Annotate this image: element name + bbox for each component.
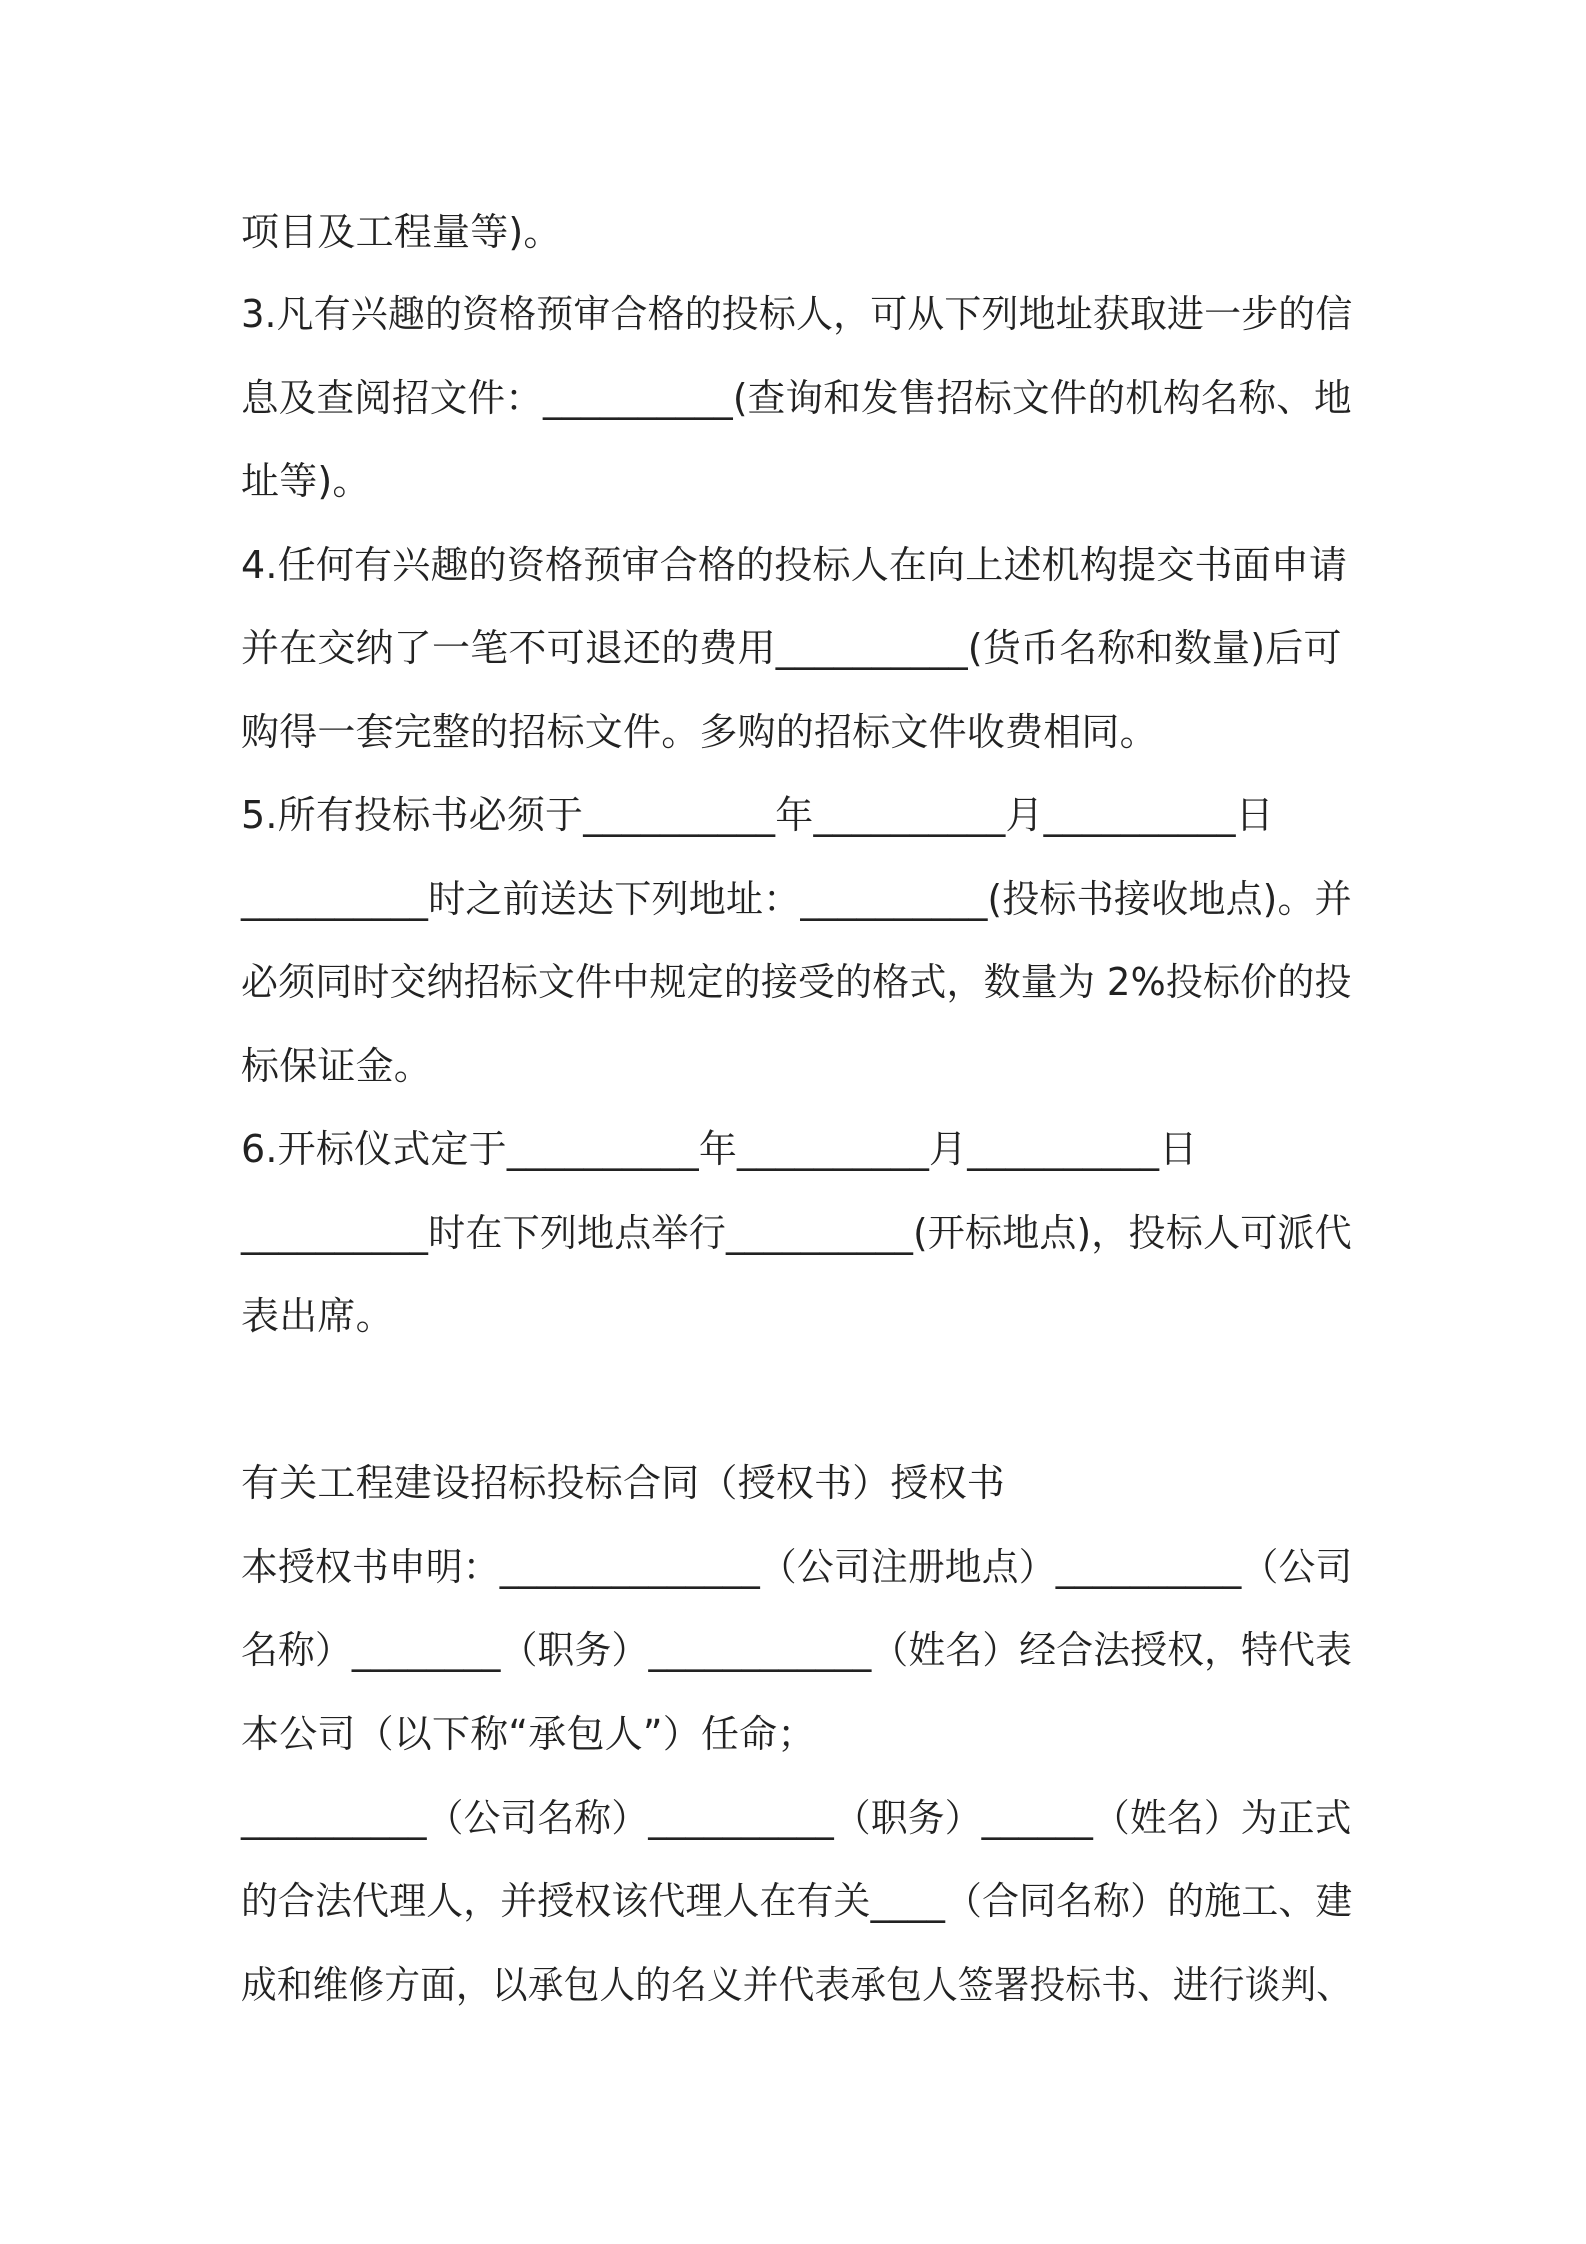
text-line: 成和维修方面，以承包人的名义并代表承包人签署投标书、进行谈判、 — [241, 1963, 1353, 2007]
text-line: 本授权书申明：______________（公司注册地点）__________（公司 — [241, 1545, 1353, 1589]
text-line: 项目及工程量等)。 — [241, 210, 562, 254]
text-line: 6.开标仪式定于__________年__________月__________日 — [241, 1127, 1198, 1171]
text-line: __________时之前送达下列地址：__________(投标书接收地点)。并 — [241, 877, 1352, 921]
text-line: 表出席。 — [241, 1294, 394, 1338]
text-line: 5.所有投标书必须于__________年__________月__________日 — [241, 793, 1274, 837]
text-line: 的合法代理人，并授权该代理人在有关____（合同名称）的施工、建 — [241, 1879, 1353, 1923]
text-line: __________（公司名称）__________（职务）______（姓名）为正式 — [241, 1796, 1352, 1840]
text-line: 购得一套完整的招标文件。多购的招标文件收费相同。 — [241, 710, 1158, 754]
text-line: 息及查阅招文件：__________(查询和发售招标文件的机构名称、地 — [241, 376, 1352, 420]
text-line: 3.凡有兴趣的资格预审合格的投标人，可从下列地址获取进一步的信 — [241, 292, 1353, 336]
text-line: 标保证金。 — [241, 1044, 433, 1088]
text-line: 名称）________（职务）____________（姓名）经合法授权，特代表 — [241, 1628, 1353, 1672]
text-line: 必须同时交纳招标文件中规定的接受的格式，数量为 2%投标价的投 — [241, 960, 1352, 1004]
text-line: 4.任何有兴趣的资格预审合格的投标人在向上述机构提交书面申请 — [241, 543, 1348, 587]
text-line: 本公司（以下称“承包人”）任命； — [241, 1712, 816, 1756]
text-line: __________时在下列地点举行__________(开标地点)，投标人可派代 — [241, 1211, 1352, 1255]
text-line: 并在交纳了一笔不可退还的费用__________(货币名称和数量)后可 — [241, 626, 1342, 670]
section-heading: 有关工程建设招标投标合同（授权书）授权书 — [241, 1461, 1006, 1505]
text-line: 址等)。 — [241, 459, 371, 503]
